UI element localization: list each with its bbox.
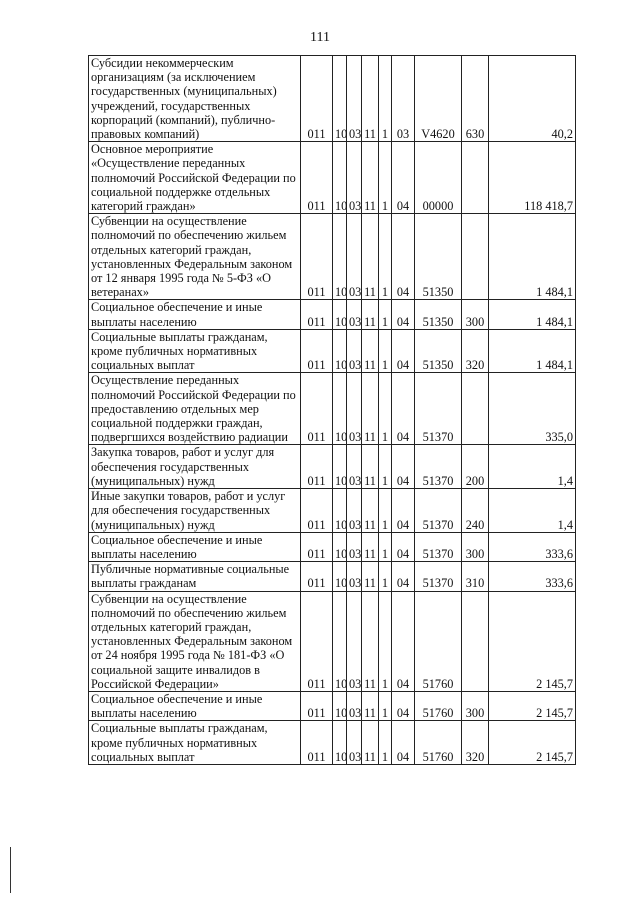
code-subsection-cell: 03 (347, 489, 362, 533)
code-direction-cell: 51370 (415, 489, 462, 533)
code-section-cell: 10 (333, 142, 347, 214)
code-direction-cell: 51350 (415, 300, 462, 329)
code-subsection-cell: 03 (347, 591, 362, 691)
code-measure-cell: 04 (392, 445, 415, 489)
row-name-cell: Социальное обеспечение и иные выплаты населению (89, 691, 301, 720)
code-admin-cell: 011 (301, 300, 333, 329)
table-row (89, 532, 576, 561)
code-program-cell: 11 (362, 329, 379, 373)
code-subsection-cell: 03 (347, 445, 362, 489)
code-direction-cell: 51760 (415, 721, 462, 765)
code-expense-type-cell: 240 (462, 489, 489, 533)
table-row (89, 489, 576, 533)
row-name-cell: Иные закупки товаров, работ и услуг для обеспечения государственных (муниципальных) нужд (89, 489, 301, 533)
code-expense-type-cell (462, 591, 489, 691)
code-section-cell: 10 (333, 489, 347, 533)
code-expense-type-cell (462, 214, 489, 300)
code-measure-cell: 04 (392, 562, 415, 591)
amount-cell: 2 145,7 (489, 721, 576, 765)
code-program-cell: 11 (362, 214, 379, 300)
table-row (89, 373, 576, 445)
code-subprogram-cell: 1 (379, 142, 392, 214)
code-subprogram-cell: 1 (379, 56, 392, 142)
code-direction-cell: 51760 (415, 591, 462, 691)
code-subsection-cell: 03 (347, 329, 362, 373)
amount-cell: 40,2 (489, 56, 576, 142)
row-name-cell: Социальные выплаты гражданам, кроме публичных нормативных социальных выплат (89, 721, 301, 765)
code-section-cell: 10 (333, 591, 347, 691)
amount-cell: 1,4 (489, 445, 576, 489)
code-admin-cell: 011 (301, 329, 333, 373)
code-section-cell: 10 (333, 329, 347, 373)
code-expense-type-cell: 300 (462, 532, 489, 561)
code-admin-cell: 011 (301, 142, 333, 214)
code-measure-cell: 04 (392, 591, 415, 691)
code-subsection-cell: 03 (347, 300, 362, 329)
amount-cell: 1,4 (489, 489, 576, 533)
code-expense-type-cell: 200 (462, 445, 489, 489)
code-subprogram-cell: 1 (379, 300, 392, 329)
table-row (89, 562, 576, 591)
code-program-cell: 11 (362, 532, 379, 561)
code-subsection-cell: 03 (347, 562, 362, 591)
row-name-cell: Осуществление переданных полномочий Российской Федерации по предоставлению отдельных мер социальной поддержки граждан, подвергшихся воздействию радиации (89, 373, 301, 445)
page-number: 111 (310, 30, 330, 45)
budget-table (88, 55, 576, 765)
code-subprogram-cell: 1 (379, 721, 392, 765)
code-program-cell: 11 (362, 591, 379, 691)
code-expense-type-cell: 630 (462, 56, 489, 142)
amount-cell: 1 484,1 (489, 300, 576, 329)
table-row (89, 691, 576, 720)
code-direction-cell: 00000 (415, 142, 462, 214)
code-expense-type-cell: 300 (462, 300, 489, 329)
row-name-cell: Субсидии некоммерческим организациям (за исключением государственных (муниципальных) учреждений, государственных корпораций (компаний), публично-правовых компаний) (89, 56, 301, 142)
code-subprogram-cell: 1 (379, 373, 392, 445)
code-section-cell: 10 (333, 721, 347, 765)
code-program-cell: 11 (362, 721, 379, 765)
code-section-cell: 10 (333, 214, 347, 300)
code-direction-cell: 51760 (415, 691, 462, 720)
code-section-cell: 10 (333, 562, 347, 591)
code-admin-cell: 011 (301, 214, 333, 300)
row-name-cell: Публичные нормативные социальные выплаты гражданам (89, 562, 301, 591)
code-admin-cell: 011 (301, 445, 333, 489)
code-direction-cell: 51370 (415, 445, 462, 489)
table-row (89, 56, 576, 142)
row-name-cell: Основное мероприятие «Осуществление переданных полномочий Российской Федерации по социальной поддержке отдельных категорий граждан» (89, 142, 301, 214)
amount-cell: 335,0 (489, 373, 576, 445)
code-direction-cell: 51370 (415, 373, 462, 445)
amount-cell: 1 484,1 (489, 329, 576, 373)
code-program-cell: 11 (362, 445, 379, 489)
code-program-cell: 11 (362, 300, 379, 329)
code-direction-cell: V4620 (415, 56, 462, 142)
code-direction-cell: 51370 (415, 562, 462, 591)
code-subprogram-cell: 1 (379, 691, 392, 720)
code-program-cell: 11 (362, 489, 379, 533)
code-measure-cell: 03 (392, 56, 415, 142)
code-section-cell: 10 (333, 300, 347, 329)
code-section-cell: 10 (333, 445, 347, 489)
code-admin-cell: 011 (301, 691, 333, 720)
code-expense-type-cell (462, 142, 489, 214)
code-subsection-cell: 03 (347, 214, 362, 300)
code-admin-cell: 011 (301, 56, 333, 142)
table-row (89, 300, 576, 329)
code-direction-cell: 51350 (415, 329, 462, 373)
code-expense-type-cell: 310 (462, 562, 489, 591)
code-measure-cell: 04 (392, 691, 415, 720)
row-name-cell: Социальное обеспечение и иные выплаты населению (89, 532, 301, 561)
code-subsection-cell: 03 (347, 691, 362, 720)
code-expense-type-cell: 320 (462, 721, 489, 765)
code-section-cell: 10 (333, 56, 347, 142)
code-measure-cell: 04 (392, 142, 415, 214)
code-section-cell: 10 (333, 373, 347, 445)
amount-cell: 333,6 (489, 562, 576, 591)
code-measure-cell: 04 (392, 373, 415, 445)
table-row (89, 721, 576, 765)
row-name-cell: Закупка товаров, работ и услуг для обеспечения государственных (муниципальных) нужд (89, 445, 301, 489)
code-subsection-cell: 03 (347, 142, 362, 214)
code-measure-cell: 04 (392, 329, 415, 373)
row-name-cell: Субвенции на осуществление полномочий по обеспечению жильем отдельных категорий граждан, установленных Федеральным законом от 24 ноября 1995 года № 181-ФЗ «О социальной защите инвалидов в Российской Федерации» (89, 591, 301, 691)
code-subprogram-cell: 1 (379, 532, 392, 561)
code-subprogram-cell: 1 (379, 445, 392, 489)
code-measure-cell: 04 (392, 300, 415, 329)
amount-cell: 1 484,1 (489, 214, 576, 300)
code-admin-cell: 011 (301, 562, 333, 591)
code-subprogram-cell: 1 (379, 562, 392, 591)
amount-cell: 2 145,7 (489, 691, 576, 720)
table-body (89, 56, 576, 765)
code-subsection-cell: 03 (347, 373, 362, 445)
code-subprogram-cell: 1 (379, 591, 392, 691)
code-admin-cell: 011 (301, 721, 333, 765)
table-row (89, 142, 576, 214)
code-admin-cell: 011 (301, 489, 333, 533)
code-admin-cell: 011 (301, 373, 333, 445)
code-subprogram-cell: 1 (379, 329, 392, 373)
code-admin-cell: 011 (301, 532, 333, 561)
row-name-cell: Социальное обеспечение и иные выплаты населению (89, 300, 301, 329)
code-subprogram-cell: 1 (379, 214, 392, 300)
code-expense-type-cell (462, 373, 489, 445)
code-subsection-cell: 03 (347, 56, 362, 142)
code-program-cell: 11 (362, 373, 379, 445)
code-subprogram-cell: 1 (379, 489, 392, 533)
amount-cell: 333,6 (489, 532, 576, 561)
row-name-cell: Социальные выплаты гражданам, кроме публичных нормативных социальных выплат (89, 329, 301, 373)
code-program-cell: 11 (362, 562, 379, 591)
code-program-cell: 11 (362, 142, 379, 214)
amount-cell: 2 145,7 (489, 591, 576, 691)
code-admin-cell: 011 (301, 591, 333, 691)
code-section-cell: 10 (333, 691, 347, 720)
table-row (89, 214, 576, 300)
code-expense-type-cell: 320 (462, 329, 489, 373)
amount-cell: 118 418,7 (489, 142, 576, 214)
margin-rule (10, 847, 11, 893)
code-direction-cell: 51350 (415, 214, 462, 300)
table-row (89, 445, 576, 489)
code-section-cell: 10 (333, 532, 347, 561)
code-direction-cell: 51370 (415, 532, 462, 561)
table-row (89, 329, 576, 373)
code-measure-cell: 04 (392, 721, 415, 765)
code-measure-cell: 04 (392, 489, 415, 533)
code-measure-cell: 04 (392, 214, 415, 300)
row-name-cell: Субвенции на осуществление полномочий по обеспечению жильем отдельных категорий граждан, установленных Федеральным законом от 12 января 1995 года № 5-ФЗ «О ветеранах» (89, 214, 301, 300)
table-row (89, 591, 576, 691)
code-program-cell: 11 (362, 56, 379, 142)
code-subsection-cell: 03 (347, 532, 362, 561)
code-expense-type-cell: 300 (462, 691, 489, 720)
code-program-cell: 11 (362, 691, 379, 720)
code-subsection-cell: 03 (347, 721, 362, 765)
code-measure-cell: 04 (392, 532, 415, 561)
